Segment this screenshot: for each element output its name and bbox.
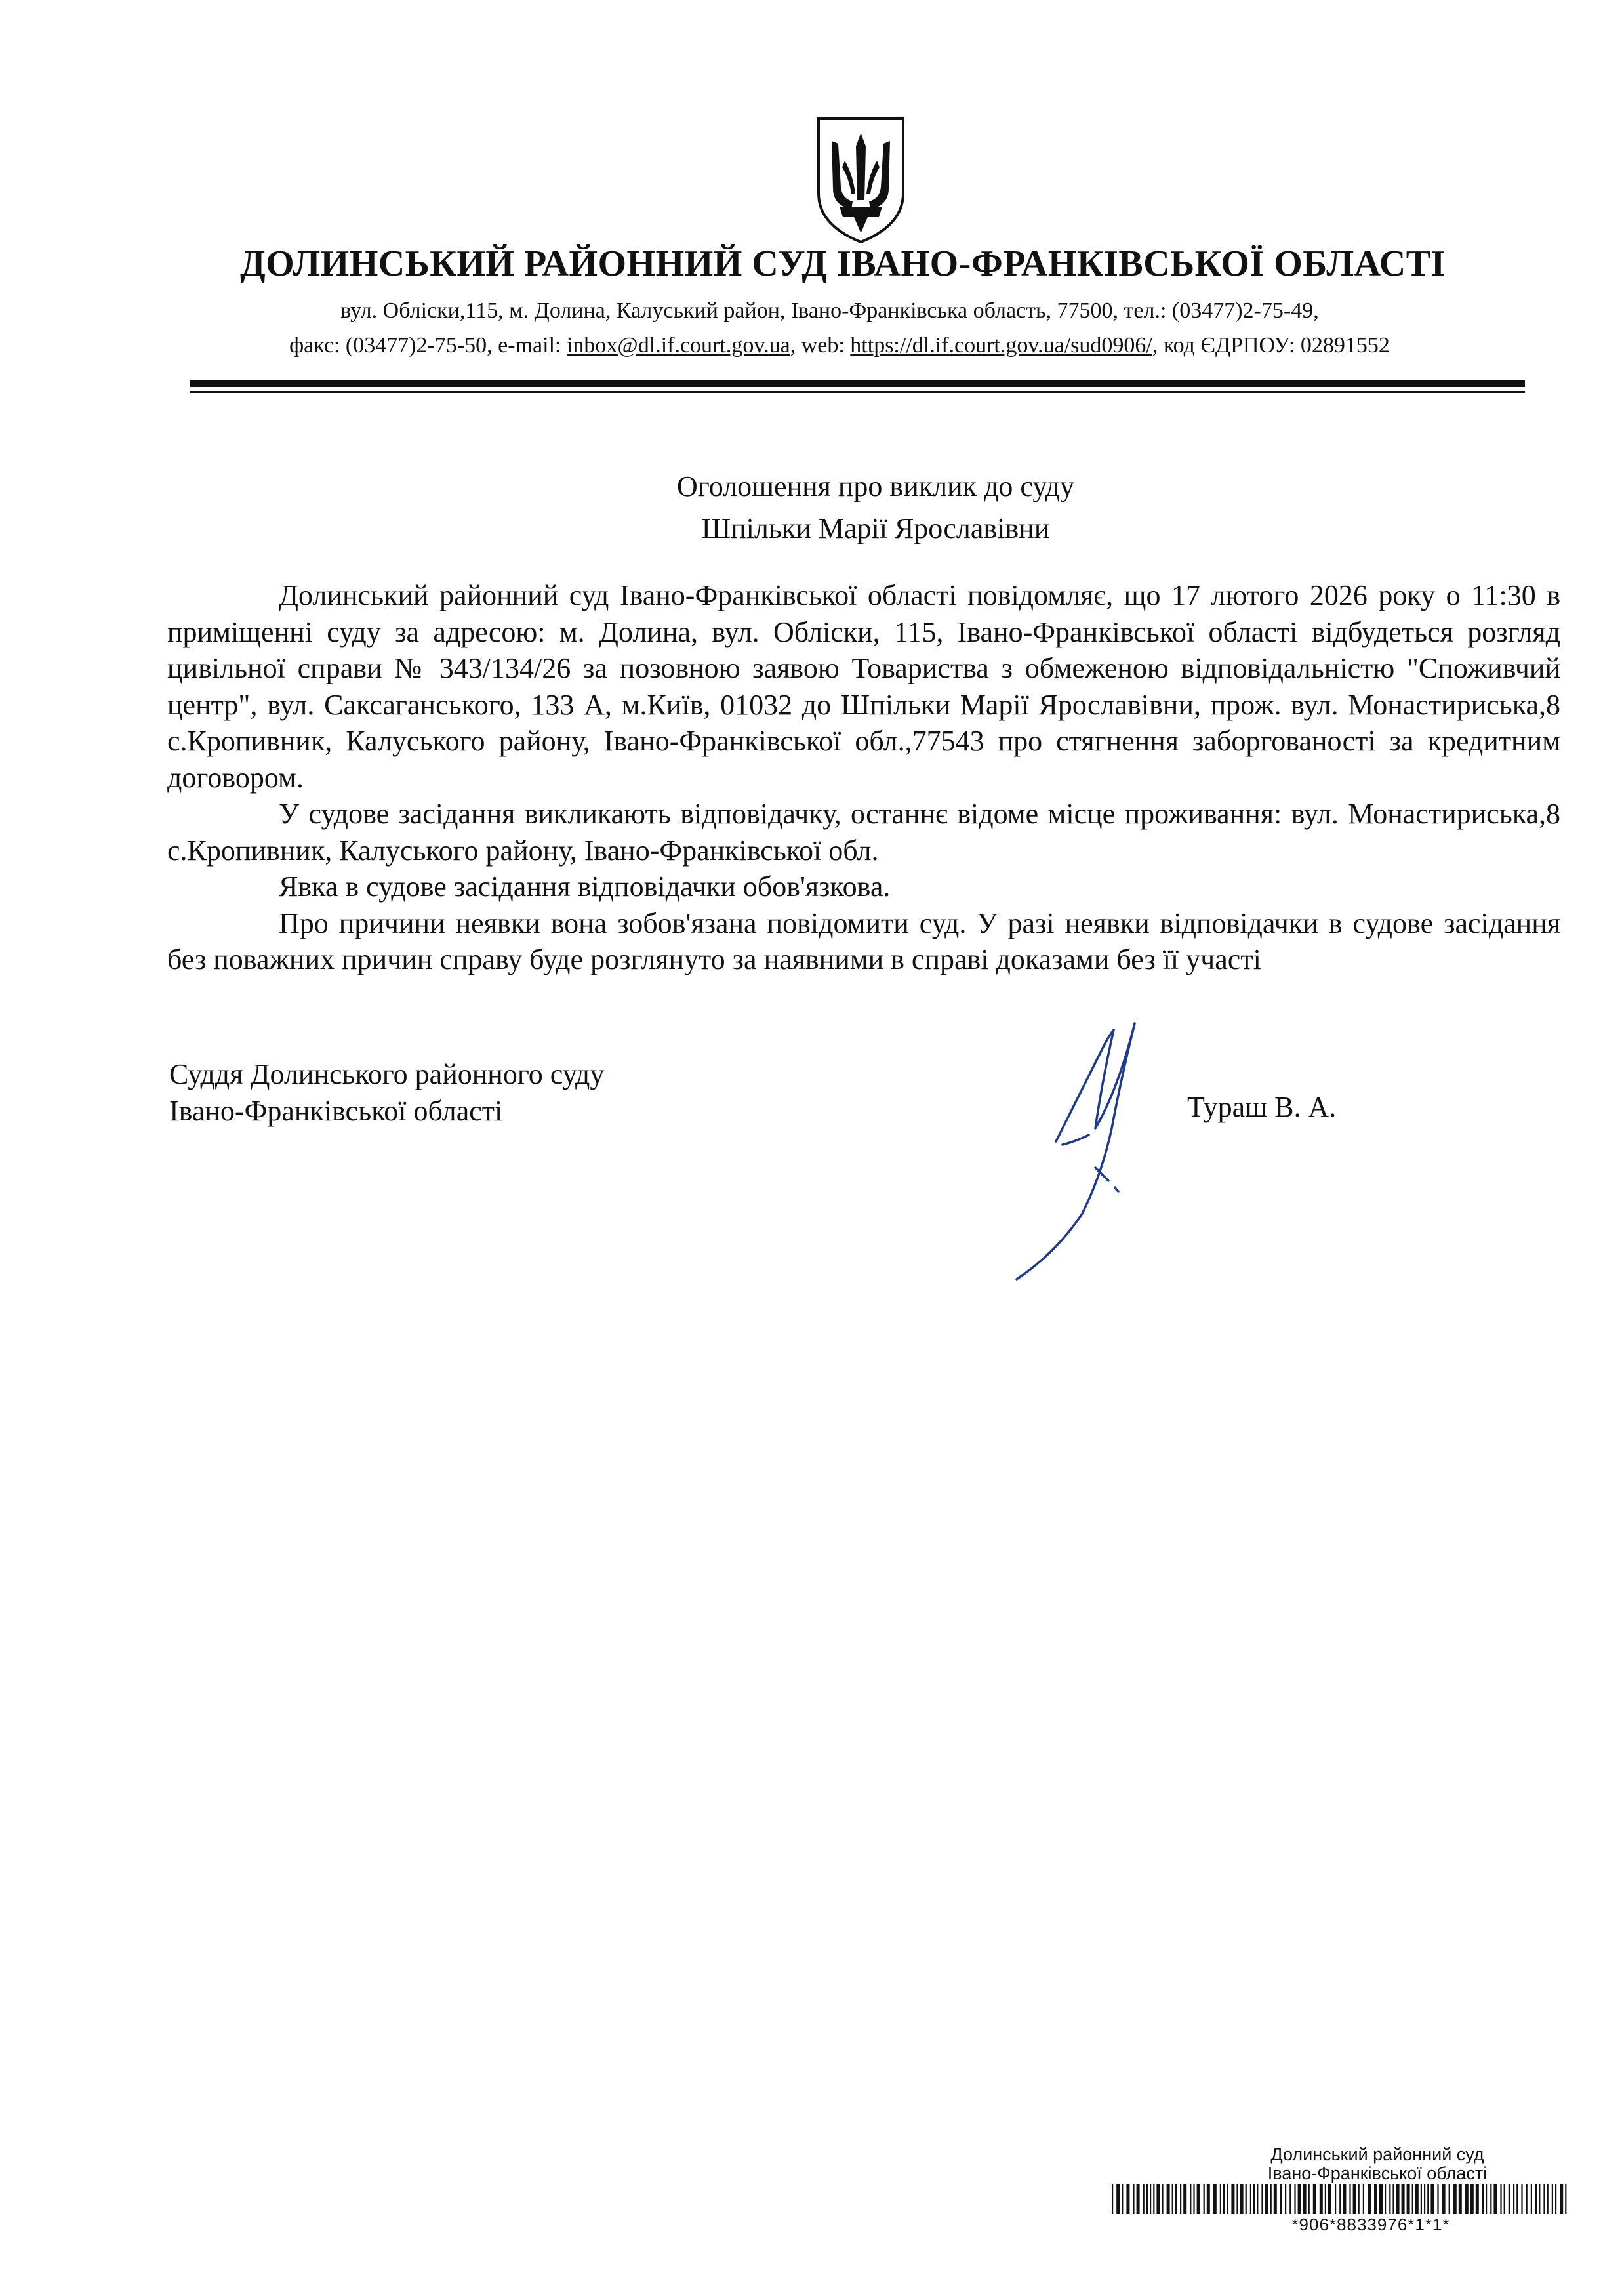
email-link[interactable]: inbox@dl.if.court.gov.ua: [566, 333, 790, 358]
barcode-bar: [1374, 2184, 1377, 2214]
barcode-bar: [1513, 2184, 1514, 2214]
barcode-bar: [1298, 2184, 1301, 2214]
barcode-bar: [1285, 2184, 1286, 2214]
announcement-addressee: Шпільки Марії Ярославівни: [701, 512, 1050, 544]
barcode-bar: [1197, 2184, 1200, 2214]
barcode-bar: [1500, 2184, 1501, 2214]
website-link[interactable]: https://dl.if.court.gov.ua/sud0906/: [850, 333, 1152, 358]
announcement-body: [167, 577, 1560, 978]
barcode-bar: [1313, 2184, 1316, 2214]
barcode-bar: [1442, 2184, 1446, 2214]
court-address: вул. Обліски,115, м. Долина, Калуський район, Івано-Франківська область, 77500, тел.: (03477)2-75-49,: [340, 298, 1319, 323]
barcode-bar: [1389, 2184, 1390, 2214]
judge-title-line: Суддя Долинського районного суду: [169, 1058, 605, 1090]
barcode-bar: [1146, 2184, 1148, 2214]
barcode-bar: [1213, 2184, 1217, 2214]
barcode-bar: [1459, 2184, 1462, 2214]
judge-name: Тураш В. А.: [1187, 1091, 1337, 1123]
barcode-bar: [1122, 2184, 1123, 2214]
barcode-bar: [1274, 2184, 1277, 2214]
barcode-bar: [1175, 2184, 1177, 2214]
barcode-bar: [1156, 2184, 1160, 2214]
web-label: , web:: [790, 333, 851, 358]
barcode-bar: [1183, 2184, 1186, 2214]
barcode-bar: [1143, 2184, 1145, 2214]
judge-title-line: Івано-Франківської області: [169, 1095, 503, 1127]
barcode-bar: [1172, 2184, 1173, 2214]
body-paragraph: У судове засідання викликають відповідачку, останнє відоме місце проживання: вул. Монастириська,8 с.Кропивник, Калуського району, Івано-Франківської обл.: [167, 798, 1560, 867]
barcode-bar: [1116, 2184, 1120, 2214]
barcode-bar: [1308, 2184, 1310, 2214]
stamp-line: Івано-Франківської області: [1267, 2163, 1488, 2183]
barcode-bar: [1153, 2184, 1154, 2214]
barcode-bar: [1437, 2184, 1438, 2214]
barcode-bar: [1220, 2184, 1221, 2214]
barcode-bar: [1353, 2184, 1356, 2214]
barcode-bar: [1565, 2184, 1566, 2214]
barcode-bar: [1193, 2184, 1194, 2214]
barcode-bar: [1204, 2184, 1205, 2214]
barcode-bar: [1392, 2184, 1394, 2214]
barcode-bar: [1265, 2184, 1268, 2214]
barcode-bar: [1167, 2184, 1170, 2214]
stamp-line: Долинський районний суд: [1270, 2144, 1484, 2164]
barcode-bar: [1509, 2184, 1510, 2214]
barcode-bar: [1223, 2184, 1225, 2214]
barcode-bar: [1253, 2184, 1255, 2214]
barcode-bar: [1180, 2184, 1181, 2214]
barcode-bar: [1261, 2184, 1263, 2214]
barcode-icon: [1112, 2184, 1571, 2214]
barcode-bar: [1231, 2184, 1234, 2214]
barcode-bar: [1521, 2184, 1522, 2214]
barcode-bar: [1133, 2184, 1134, 2214]
barcode-bar: [1560, 2184, 1563, 2214]
barcode-number: *906*8833976*1*1*: [1291, 2215, 1450, 2234]
barcode-bar: [1126, 2184, 1129, 2214]
barcode-bar: [1493, 2184, 1497, 2214]
barcode-bar: [1531, 2184, 1532, 2214]
barcode-bar: [1349, 2184, 1350, 2214]
barcode-bar: [1150, 2184, 1151, 2214]
barcode-bar: [1526, 2184, 1528, 2214]
handwritten-signature-icon: [1004, 1010, 1213, 1286]
barcode-bar: [1280, 2184, 1282, 2214]
barcode-bar: [1162, 2184, 1163, 2214]
barcode-bar: [1415, 2184, 1419, 2214]
body-paragraph: Про причини неявки вона зобов'язана повідомити суд. У разі неявки відповідачки в судове засідання без поважних причин справу буде розглянуто за наявними в справі доказами без її участі: [167, 907, 1560, 975]
barcode-bar: [1190, 2184, 1191, 2214]
edrpou-code: , код ЄДРПОУ: 02891552: [1152, 333, 1390, 358]
barcode-bar: [1207, 2184, 1210, 2214]
barcode-bar: [1547, 2184, 1549, 2214]
barcode-bar: [1236, 2184, 1238, 2214]
barcode-bar: [1535, 2184, 1537, 2214]
fax-label: факс: (03477)2-75-50, e-mail:: [289, 333, 567, 358]
judge-title: [169, 1056, 604, 1130]
barcode-bar: [1430, 2184, 1434, 2214]
barcode-bar: [1335, 2184, 1336, 2214]
barcode-bar: [1325, 2184, 1326, 2214]
barcode-bar: [1363, 2184, 1364, 2214]
barcode-bar: [1250, 2184, 1251, 2214]
barcode-bar: [1543, 2184, 1545, 2214]
barcode-bar: [1227, 2184, 1228, 2214]
barcode-bar: [1555, 2184, 1556, 2214]
barcode-bar: [1368, 2184, 1371, 2214]
barcode-bar: [1449, 2184, 1450, 2214]
announcement-title: Оголошення про виклик до суду: [677, 470, 1074, 502]
body-paragraph: Явка в судове засідання відповідачки обов'язкова.: [279, 871, 891, 903]
barcode-bar: [1490, 2184, 1491, 2214]
barcode-bar: [1320, 2184, 1323, 2214]
barcode-bar: [1504, 2184, 1505, 2214]
barcode-bar: [1482, 2184, 1484, 2214]
barcode-bar: [1407, 2184, 1410, 2214]
barcode-bar: [1270, 2184, 1272, 2214]
barcode-bar: [1539, 2184, 1540, 2214]
barcode-bar: [1289, 2184, 1291, 2214]
barcode-bar: [1240, 2184, 1244, 2214]
announcement-heading: [164, 466, 1587, 550]
barcode-bar: [1476, 2184, 1479, 2214]
barcode-bar: [1112, 2184, 1113, 2214]
barcode-bar: [1385, 2184, 1386, 2214]
barcode-bar: [1421, 2184, 1422, 2214]
barcode-bar: [1402, 2184, 1405, 2214]
barcode-bar: [1427, 2184, 1429, 2214]
barcode-bar: [1137, 2184, 1140, 2214]
barcode-bar: [1516, 2184, 1518, 2214]
barcode-bar: [1412, 2184, 1413, 2214]
registration-stamp: [1220, 2145, 1535, 2183]
barcode-bar: [1396, 2184, 1400, 2214]
barcode-bar: [1470, 2184, 1474, 2214]
court-contacts: [197, 333, 1482, 358]
barcode-bar: [1552, 2184, 1553, 2214]
trident-coat-of-arms-icon: [813, 115, 908, 246]
barcode-bar: [1453, 2184, 1457, 2214]
barcode-bar: [1294, 2184, 1295, 2214]
barcode-bar: [1257, 2184, 1258, 2214]
barcode-bar: [1303, 2184, 1307, 2214]
barcode-bar: [1486, 2184, 1487, 2214]
barcode-bar: [1424, 2184, 1425, 2214]
letterhead-divider-thin: [190, 391, 1525, 393]
letterhead-divider-thick: [190, 380, 1525, 387]
barcode-bar: [1358, 2184, 1360, 2214]
barcode-bar: [1328, 2184, 1331, 2214]
barcode-bar: [1465, 2184, 1469, 2214]
body-paragraph: Долинський районний суд Івано-Франківської області повідомляє, що 17 лютого 2026 року о 11:30 в приміщенні суду за адресою: м. Долина, вул. Обліски, 115, Івано-Франківської області відбудеться розгляд цивільної справи № 343/134/26 за позовною заявою Товариства з обмеженою відповідальністю "Споживчий центр", вул. Саксаганського, 133 А, м.Київ, 01032 до Шпільки Марії Ярославівни, прож. вул. Монастириська,8 с.Кропивник, Калуського району, Івано-Франківської обл.,77543 про стягнення заборгованості за кредитним договором.: [167, 579, 1560, 794]
court-name-heading: ДОЛИНСЬКИЙ РАЙОННИЙ СУД ІВАНО-ФРАНКІВСЬКОЇ ОБЛАСТІ: [240, 243, 1446, 284]
barcode-bar: [1379, 2184, 1383, 2214]
barcode-bar: [1339, 2184, 1341, 2214]
barcode-bar: [1246, 2184, 1247, 2214]
barcode-bar: [1343, 2184, 1346, 2214]
